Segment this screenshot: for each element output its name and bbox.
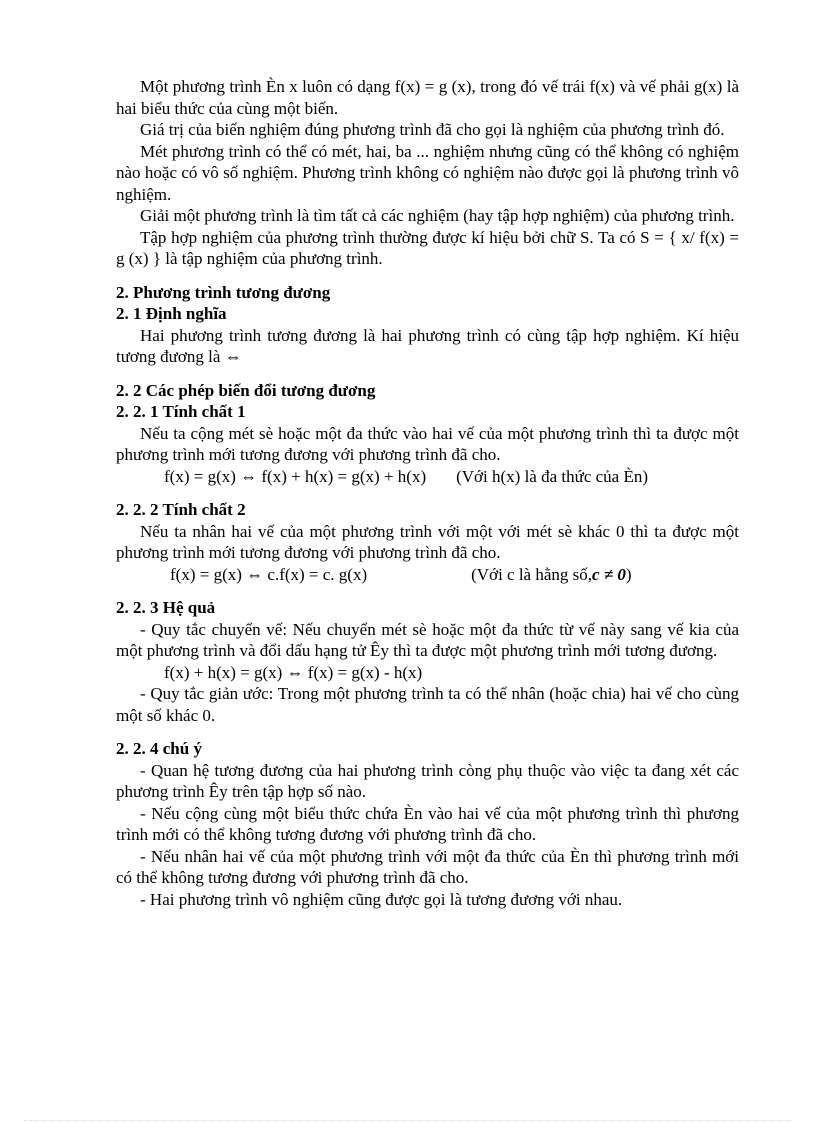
note-paragraph: - Quan hệ tương đương của hai phương trình còng phụ thuộc vào việc ta đang xét các phương trình Êy trên tập hợp số nào. [116,760,739,801]
property-2-formula-line [116,564,739,586]
note-paragraph: - Nếu nhân hai vế của một phương trình với một đa thức của Èn thì phương trình mới có thể không tương đương với phương trình đã cho. [116,846,739,887]
cancel-rule-paragraph: - Quy tắc giản ước: Trong một phương trình ta có thể nhân (hoặc chia) hai vế cho cùng một số khác 0. [116,684,739,725]
property-2-heading: 2. 2. 2 Tính chất 2 [116,500,246,519]
property-1-note: (Với h(x) là đa thức của Èn) [456,466,649,486]
note-paragraph: - Nếu cộng cùng một biểu thức chứa Èn vào hai vế của một phương trình thì phương trình mới có thể không tương đương với phương trình đã cho. [116,803,739,844]
transfer-rule-formula: f(x) + h(x) = g(x) ⇔ f(x) = g(x) - h(x) [164,662,423,682]
section-2-heading: 2. Phương trình tương đương [116,282,331,302]
note-paragraph: - Hai phương trình vô nghiệm cũng được gọi là tương đương với nhau. [140,889,623,909]
intro-paragraph: Mét phương trình có thể có mét, hai, ba ... nghiệm nhưng cũng có thể không có nghiệm nào hoặc có vô số nghiệm. Phương trình không có nghiệm nào được gọi là phương trình vô nghiệm. [116,141,739,204]
property-1-formula-line [116,466,739,488]
document-page [116,76,739,910]
property-1-paragraph: Nếu ta cộng mét sè hoặc một đa thức vào hai vế của một phương trình thì ta được một phương trình mới tương đương với phương trình đã cho. [116,423,739,464]
c-not-zero-math: c ≠ 0 [592,564,626,584]
property-1-formula: f(x) = g(x) ⇔ f(x) + h(x) = g(x) + h(x) [164,466,427,486]
property-2-formula: f(x) = g(x) ⇔ c.f(x) = c. g(x) [170,564,368,584]
transfer-rule-paragraph: - Quy tắc chuyển vế: Nếu chuyển mét sè hoặc một đa thức từ vế này sang vế kia của một phương trình và đổi dấu hạng tử Êy thì ta được một phương trình mới tương đương. [116,619,739,660]
section-2-1-heading: 2. 1 Định nghĩa [116,304,227,323]
property-2-paragraph: Nếu ta nhân hai vế của một phương trình với một với mét sè khác 0 thì ta được một phương trình mới tương đương với phương trình đã cho. [116,521,739,562]
intro-paragraph: Tập hợp nghiệm của phương trình thường được kí hiệu bởi chữ S. Ta có S = { x/ f(x) = g (x) } là tập nghiệm của phương trình. [116,227,739,268]
intro-paragraph: Giải một phương trình là tìm tất cả các nghiệm (hay tập hợp nghiệm) của phương trình. [140,206,735,225]
intro-paragraph: Giá trị của biến nghiệm đúng phương trình đã cho gọi là nghiệm của phương trình đó. [140,120,725,139]
definition-paragraph: Hai phương trình tương đương là hai phương trình có cùng tập hợp nghiệm. Kí hiệu tương đương là ⇔ [116,325,739,366]
property-2-note-prefix: (Với c là hằng số, [471,564,593,584]
property-2-note [471,564,631,586]
property-1-heading: 2. 2. 1 Tính chất 1 [116,402,246,421]
notes-heading: 2. 2. 4 chú ý [116,739,202,758]
property-2-note-suffix: ) [625,564,632,584]
corollary-heading: 2. 2. 3 Hệ quả [116,598,216,617]
section-2-2-heading: 2. 2 Các phép biến đổi tương đương [116,380,376,400]
intro-paragraph: Một phương trình Èn x luôn có dạng f(x) = g (x), trong đó vế trái f(x) và vế phải g(x) là hai biểu thức của cùng một biến. [116,77,739,118]
footer-dotted-divider [24,1120,792,1121]
